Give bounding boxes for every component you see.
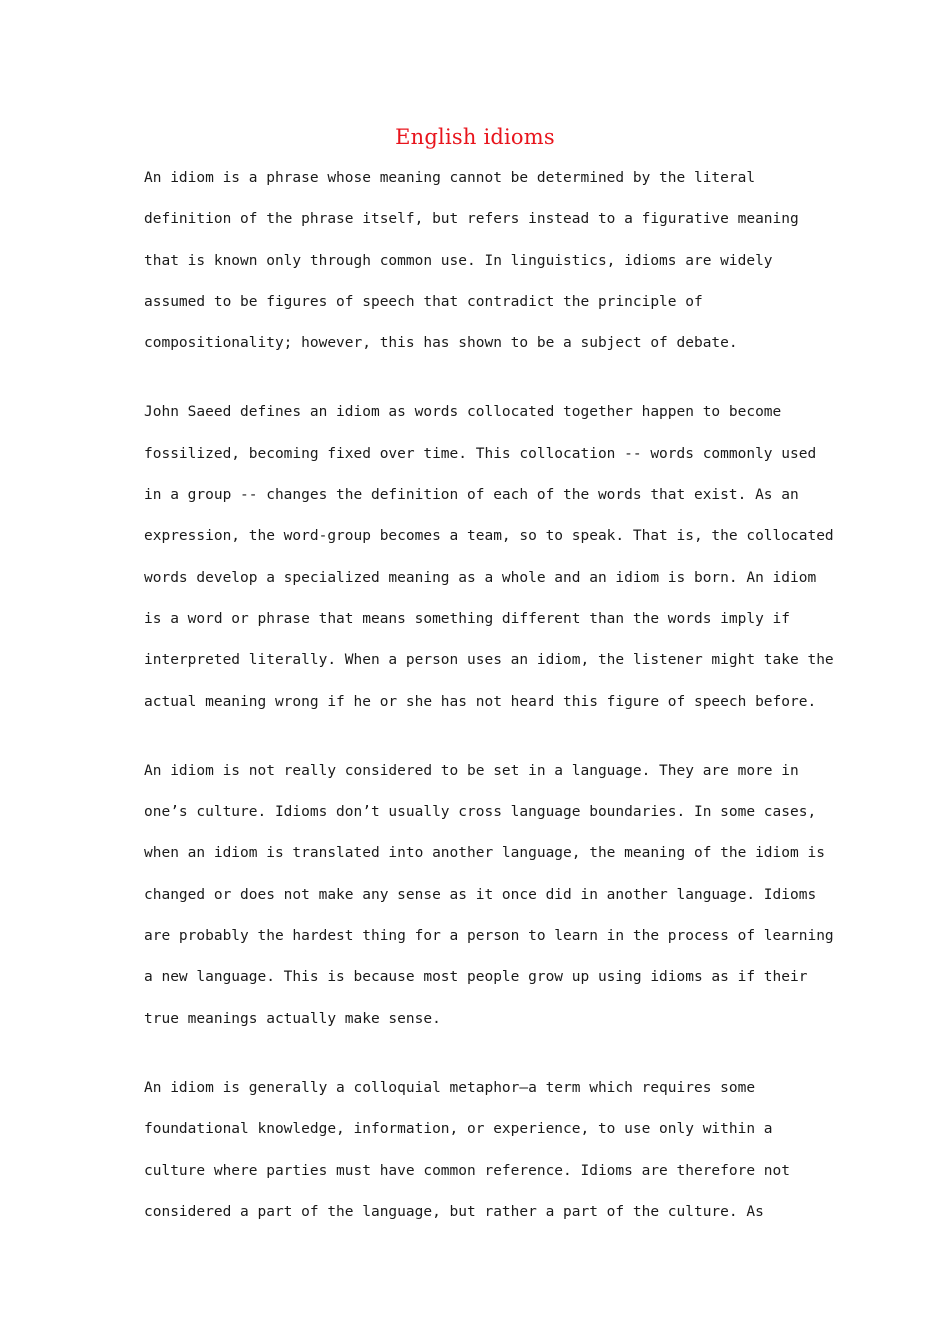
text-line: in a group -- changes the definition of each of the words that exist. As an	[144, 487, 799, 504]
text-line: is a word or phrase that means something different than the words imply if	[144, 610, 791, 627]
text-line: John Saeed defines an idiom as words collocated together happen to become	[144, 404, 782, 421]
paragraph-1	[144, 158, 824, 364]
text-line: compositionality; however, this has shown to be a subject of debate.	[144, 335, 738, 352]
text-line: actual meaning wrong if he or she has not heard this figure of speech before.	[144, 693, 817, 710]
paragraph-2	[144, 392, 834, 722]
text-line: culture where parties must have common reference. Idioms are therefore not	[144, 1162, 791, 1179]
text-line: a new language. This is because most people grow up using idioms as if their	[144, 969, 808, 986]
text-line: An idiom is not really considered to be set in a language. They are more in	[144, 762, 799, 779]
paragraph-3	[144, 751, 834, 1040]
text-line: true meanings actually make sense.	[144, 1010, 441, 1027]
text-line: one’s culture. Idioms don’t usually cross language boundaries. In some cases,	[144, 804, 817, 821]
text-line: foundational knowledge, information, or experience, to use only within a	[144, 1121, 773, 1138]
text-line: interpreted literally. When a person uses an idiom, the listener might take the	[144, 652, 834, 669]
text-line: considered a part of the language, but rather a part of the culture. As	[144, 1203, 764, 1220]
text-line: are probably the hardest thing for a person to learn in the process of learning	[144, 928, 834, 945]
text-line: definition of the phrase itself, but refers instead to a figurative meaning	[144, 211, 799, 228]
paragraph-4	[144, 1068, 824, 1233]
text-line: that is known only through common use. In linguistics, idioms are widely	[144, 252, 773, 269]
text-line: assumed to be figures of speech that contradict the principle of	[144, 293, 703, 310]
text-line: An idiom is a phrase whose meaning cannot be determined by the literal	[144, 170, 756, 186]
text-line: when an idiom is translated into another language, the meaning of the idiom is	[144, 845, 825, 862]
text-line: words develop a specialized meaning as a whole and an idiom is born. An idiom	[144, 569, 817, 586]
text-line: An idiom is generally a colloquial metaphor—a term which requires some	[144, 1079, 756, 1096]
document-title: English idioms	[395, 125, 555, 149]
text-line: changed or does not make any sense as it once did in another language. Idioms	[144, 886, 817, 903]
text-line: expression, the word-group becomes a team, so to speak. That is, the collocated	[144, 528, 834, 545]
text-line: fossilized, becoming fixed over time. This collocation -- words commonly used	[144, 445, 817, 462]
document-body	[144, 158, 834, 1261]
